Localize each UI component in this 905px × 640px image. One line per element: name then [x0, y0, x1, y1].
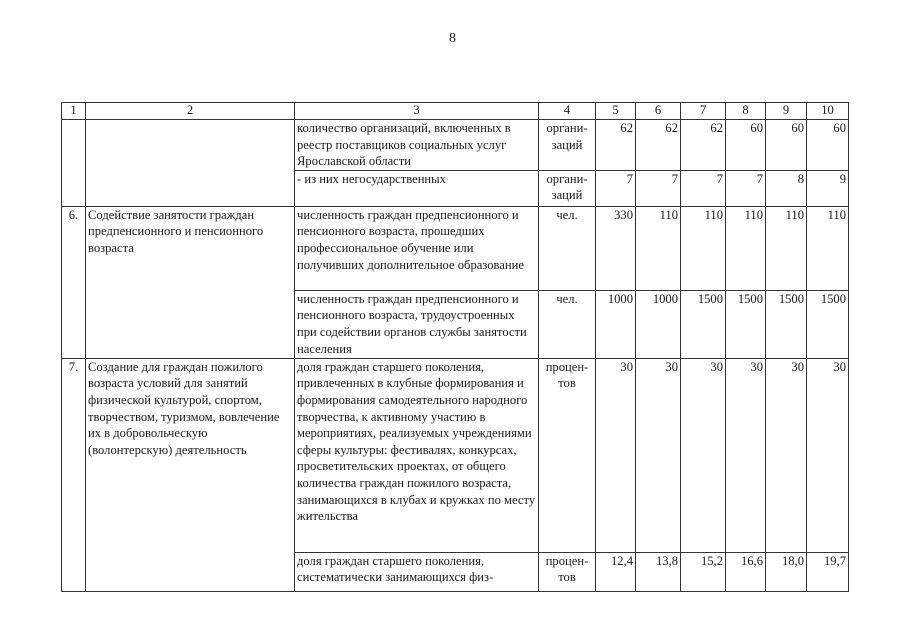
value-cell: 110 [726, 206, 766, 290]
value-cell: 16,6 [726, 552, 766, 591]
value-cell: 62 [681, 120, 726, 171]
header-cell: 2 [86, 103, 295, 120]
header-cell: 9 [766, 103, 807, 120]
value-cell: 12,4 [596, 552, 636, 591]
value-cell: 1500 [807, 290, 849, 358]
value-cell: 7 [681, 170, 726, 206]
value-cell: 60 [766, 120, 807, 171]
value-cell: 30 [726, 358, 766, 552]
value-cell: 110 [636, 206, 681, 290]
value-cell: 110 [766, 206, 807, 290]
value-cell: 1000 [636, 290, 681, 358]
indicators-table [61, 102, 849, 592]
value-cell: 110 [807, 206, 849, 290]
indicator-cell: численность граждан предпенсионного и пенсионного возраста, прошедших профессиональное обучение или получивших дополнительное образование [295, 206, 539, 290]
row-index: 6. [62, 206, 86, 358]
table-row [62, 358, 849, 552]
value-cell: 330 [596, 206, 636, 290]
value-cell: 62 [596, 120, 636, 171]
value-cell: 30 [596, 358, 636, 552]
header-cell: 4 [539, 103, 596, 120]
task-cell [86, 120, 295, 207]
value-cell: 1000 [596, 290, 636, 358]
value-cell: 62 [636, 120, 681, 171]
unit-cell: чел. [539, 206, 596, 290]
header-cell: 5 [596, 103, 636, 120]
row-index [62, 120, 86, 207]
unit-cell: процентов [539, 358, 596, 552]
table-row [62, 120, 849, 171]
value-cell: 60 [726, 120, 766, 171]
value-cell: 1500 [681, 290, 726, 358]
page-number: 8 [449, 31, 456, 46]
indicator-cell: доля граждан старшего поколения, систематически занимающихся физ- [295, 552, 539, 591]
value-cell: 30 [681, 358, 726, 552]
row-index: 7. [62, 358, 86, 591]
unit-cell: чел. [539, 290, 596, 358]
value-cell: 15,2 [681, 552, 726, 591]
table-row [62, 206, 849, 290]
task-cell: Создание для граждан пожилого возраста условий для занятий физической культурой, спортом, творчеством, туризмом, вовлечение их в добровольческую (волонтерскую) деятельность [86, 358, 295, 591]
value-cell: 7 [636, 170, 681, 206]
header-cell: 6 [636, 103, 681, 120]
indicator-cell: - из них негосударственных [295, 170, 539, 206]
header-cell: 7 [681, 103, 726, 120]
value-cell: 9 [807, 170, 849, 206]
table-header-row [62, 103, 849, 120]
value-cell: 30 [766, 358, 807, 552]
value-cell: 19,7 [807, 552, 849, 591]
value-cell: 13,8 [636, 552, 681, 591]
indicator-cell: численность граждан предпенсионного и пенсионного возраста, трудоустроенных при содействии органов службы занятости населения [295, 290, 539, 358]
value-cell: 1500 [726, 290, 766, 358]
header-cell: 1 [62, 103, 86, 120]
header-cell: 8 [726, 103, 766, 120]
header-cell: 10 [807, 103, 849, 120]
value-cell: 7 [726, 170, 766, 206]
header-cell: 3 [295, 103, 539, 120]
value-cell: 1500 [766, 290, 807, 358]
indicator-cell: количество организаций, включенных в реестр поставщиков социальных услуг Ярославской области [295, 120, 539, 171]
value-cell: 60 [807, 120, 849, 171]
unit-cell: организаций [539, 120, 596, 171]
value-cell: 30 [636, 358, 681, 552]
unit-cell: организаций [539, 170, 596, 206]
value-cell: 7 [596, 170, 636, 206]
unit-cell: процентов [539, 552, 596, 591]
value-cell: 8 [766, 170, 807, 206]
task-cell: Содействие занятости граждан предпенсионного и пенсионного возраста [86, 206, 295, 358]
indicator-cell: доля граждан старшего поколения, привлеченных в клубные формирования и формирования самодеятельного народного творчества, к активному участию в мероприятиях, реализуемых учреждениями сферы культуры: фестивалях, конкурсах, просветительских проектах, от общего количества граждан пожилого возраста, занимающихся в клубах и кружках по месту жительства [295, 358, 539, 552]
value-cell: 110 [681, 206, 726, 290]
value-cell: 18,0 [766, 552, 807, 591]
value-cell: 30 [807, 358, 849, 552]
